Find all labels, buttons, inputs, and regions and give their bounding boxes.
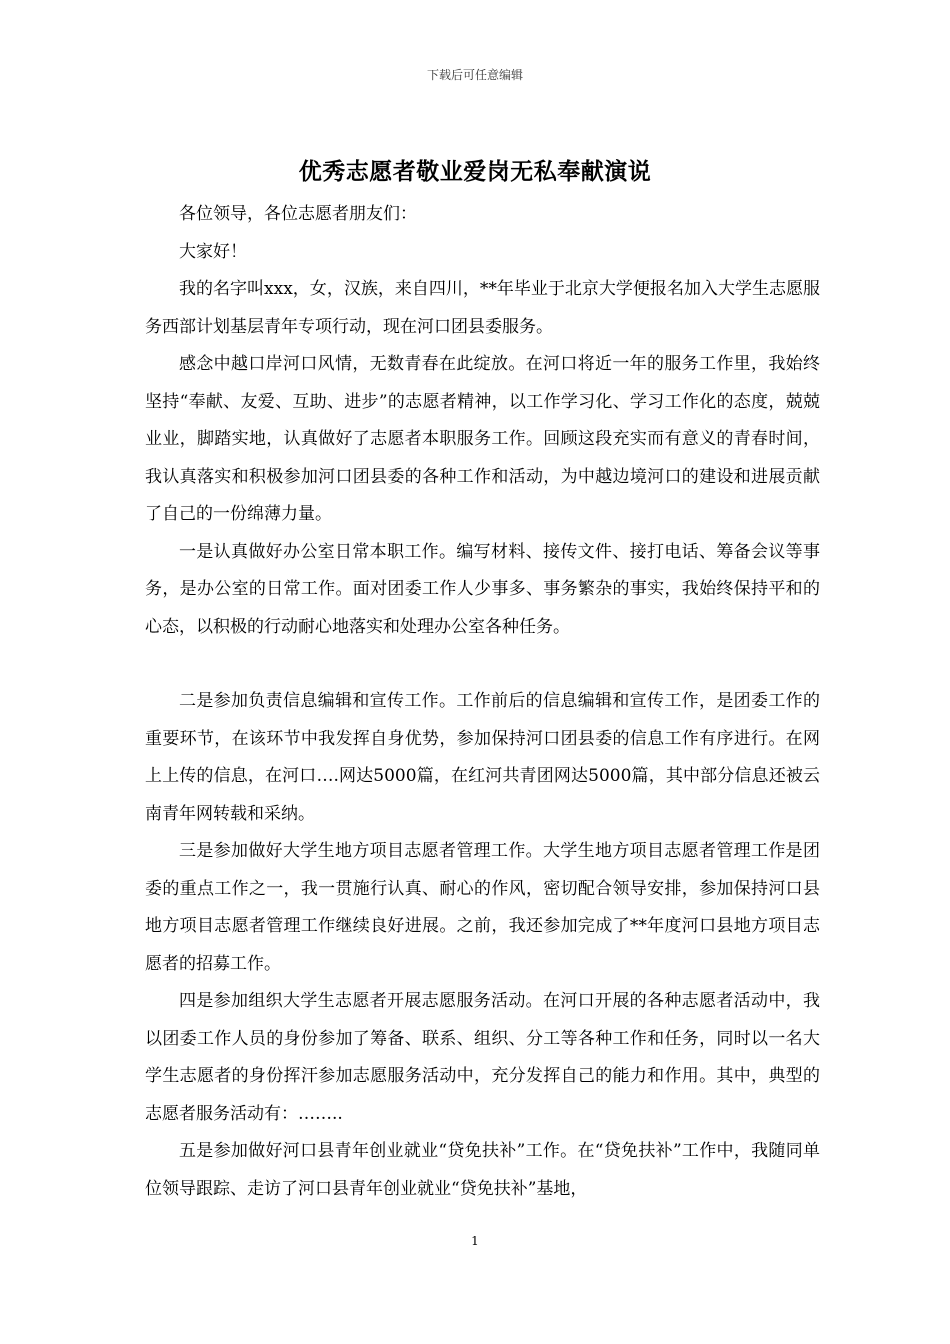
paragraph-introduction: 我的名字叫xxx，女，汉族，来自四川，**年毕业于北京大学便报名加入大学生志愿服务西部计划基层青年专项行动，现在河口团县委服务。 bbox=[145, 279, 820, 337]
page-header: 下载后可任意编辑 bbox=[426, 68, 523, 82]
paragraph-salutation: 各位领导，各位志愿者朋友们： bbox=[179, 204, 417, 224]
document-body bbox=[145, 196, 820, 1208]
paragraph-point-1: 一是认真做好办公室日常本职工作。编写材料、接传文件、接打电话、筹备会议等事务，是办公室的日常工作。面对团委工作人少事多、事务繁杂的事实，我始终保持平和的心态，以积极的行动耐心地落实和处理办公室各种任务。 bbox=[145, 541, 820, 637]
paragraph-point-4: 四是参加组织大学生志愿者开展志愿服务活动。在河口开展的各种志愿者活动中，我以团委工作人员的身份参加了筹备、联系、组织、分工等各种工作和任务，同时以一名大学生志愿者的身份挥汗参加志愿服务活动中，充分发挥自己的能力和作用。其中，典型的志愿者服务活动有：…….. bbox=[145, 991, 820, 1124]
paragraph-point-5: 五是参加做好河口县青年创业就业“贷免扶补”工作。在“贷免扶补”工作中，我随同单位领导跟踪、走访了河口县青年创业就业“贷免扶补”基地， bbox=[145, 1141, 820, 1199]
page-number: 1 bbox=[471, 1234, 479, 1248]
document-title: 优秀志愿者敬业爱岗无私奉献演说 bbox=[298, 158, 652, 185]
paragraph-point-3: 三是参加做好大学生地方项目志愿者管理工作。大学生地方项目志愿者管理工作是团委的重点工作之一，我一贯施行认真、耐心的作风，密切配合领导安排，参加保持河口县地方项目志愿者管理工作继续良好进展。之前，我还参加完成了**年度河口县地方项目志愿者的招募工作。 bbox=[145, 841, 820, 974]
paragraph-overview: 感念中越口岸河口风情，无数青春在此绽放。在河口将近一年的服务工作里，我始终坚持“奉献、友爱、互助、进步”的志愿者精神，以工作学习化、学习工作化的态度，兢兢业业，脚踏实地，认真做好了志愿者本职服务工作。回顾这段充实而有意义的青春时间，我认真落实和积极参加河口团县委的各种工作和活动，为中越边境河口的建设和进展贡献了自己的一份绵薄力量。 bbox=[145, 354, 820, 524]
paragraph-greeting: 大家好！ bbox=[179, 241, 247, 262]
paragraph-point-2: 二是参加负责信息编辑和宣传工作。工作前后的信息编辑和宣传工作，是团委工作的重要环节，在该环节中我发挥自身优势，参加保持河口团县委的信息工作有序进行。在网上上传的信息，在河口….网达5000篇，在红河共青团网达5000篇，其中部分信息还被云南青年网转载和采纳。 bbox=[145, 691, 820, 824]
